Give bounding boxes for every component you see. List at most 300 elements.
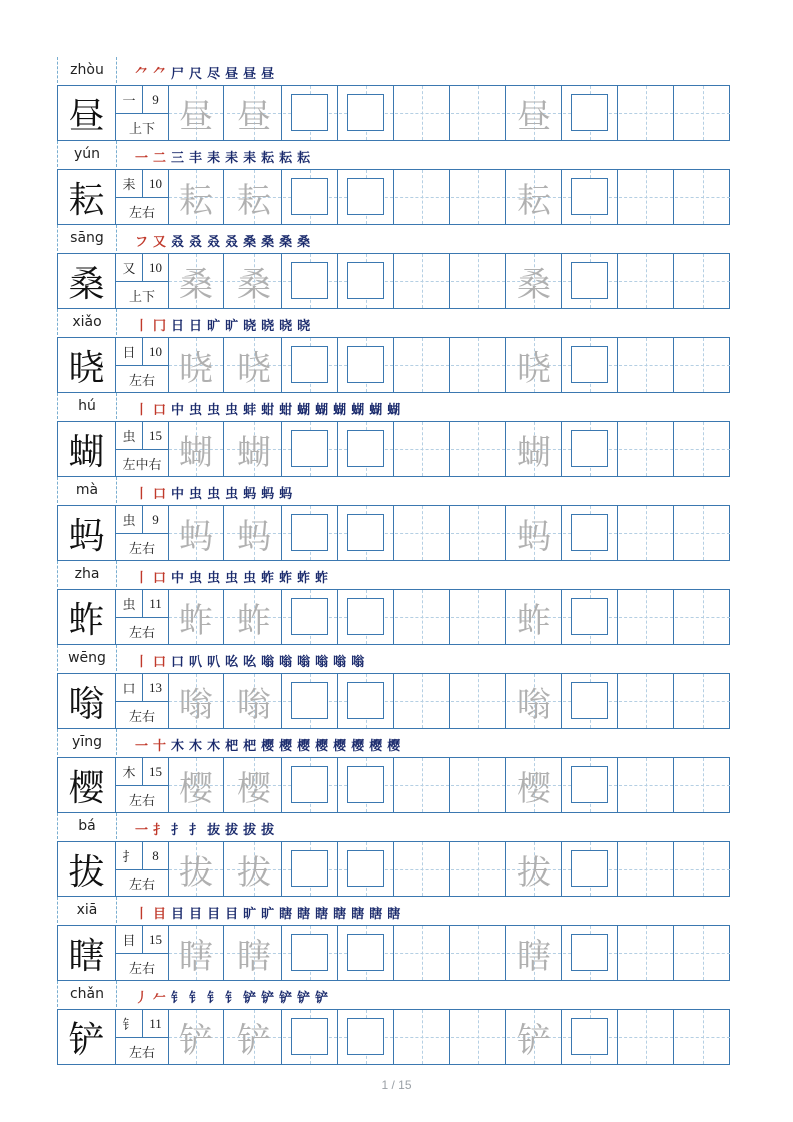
trace-character: 蚂 xyxy=(517,516,551,557)
stroke-step: 旷 xyxy=(225,318,240,334)
writing-cell[interactable] xyxy=(619,674,674,728)
stroke-step: 蝴 xyxy=(387,402,402,418)
stroke-order xyxy=(135,145,315,167)
stroke-order xyxy=(135,649,369,671)
writing-cell[interactable] xyxy=(283,506,338,560)
inner-practice-box xyxy=(571,1018,608,1055)
writing-cell[interactable] xyxy=(283,758,338,812)
writing-cell[interactable] xyxy=(619,338,674,392)
writing-row xyxy=(57,505,730,561)
writing-cell[interactable] xyxy=(563,674,618,728)
writing-cell[interactable] xyxy=(169,926,224,980)
writing-row xyxy=(57,169,730,225)
writing-cell[interactable] xyxy=(451,674,506,728)
stroke-step: 丨 xyxy=(135,486,150,502)
character-info xyxy=(116,86,169,140)
radical: 日 xyxy=(116,338,143,366)
stroke-step: 丨 xyxy=(135,906,150,922)
inner-practice-box xyxy=(291,934,328,971)
stroke-step: 晓 xyxy=(261,318,276,334)
writing-cell[interactable] xyxy=(169,842,224,896)
stroke-step: 三 xyxy=(171,150,186,166)
character-entry xyxy=(57,729,730,813)
writing-cell[interactable] xyxy=(283,338,338,392)
writing-cell[interactable] xyxy=(395,842,450,896)
character-entry xyxy=(57,981,730,1065)
writing-cell[interactable] xyxy=(451,758,506,812)
stroke-step: 虫 xyxy=(189,402,204,418)
writing-cell[interactable] xyxy=(619,86,674,140)
writing-cell[interactable] xyxy=(169,1010,224,1064)
writing-cell[interactable] xyxy=(507,506,562,560)
character-entry xyxy=(57,813,730,897)
stroke-step: 虫 xyxy=(225,570,240,586)
writing-cell[interactable] xyxy=(339,338,394,392)
writing-cell[interactable] xyxy=(395,926,450,980)
writing-cell[interactable] xyxy=(451,422,506,476)
writing-cell[interactable] xyxy=(619,758,674,812)
stroke-step: 𠂉 xyxy=(153,990,168,1006)
writing-cell[interactable] xyxy=(675,86,730,140)
character-info xyxy=(116,254,169,308)
stroke-step: 晓 xyxy=(279,318,294,334)
writing-cell[interactable] xyxy=(451,86,506,140)
trace-character: 嗡 xyxy=(179,684,213,725)
stroke-step: 昼 xyxy=(225,66,240,82)
model-character: 蝴 xyxy=(58,422,116,476)
writing-cell[interactable] xyxy=(507,926,562,980)
stroke-step: 目 xyxy=(207,906,222,922)
structure: 左右 xyxy=(128,877,155,893)
stroke-step: 尽 xyxy=(207,66,222,82)
stroke-step: 冂 xyxy=(153,318,168,334)
character-entry xyxy=(57,477,730,561)
trace-character: 拔 xyxy=(517,852,551,893)
writing-cell[interactable] xyxy=(507,422,562,476)
writing-cell[interactable] xyxy=(675,506,730,560)
stroke-step: 蚂 xyxy=(261,486,276,502)
stroke-step: 叭 xyxy=(189,654,204,670)
writing-cell[interactable] xyxy=(283,170,338,224)
character-info xyxy=(116,1010,169,1064)
trace-character: 拔 xyxy=(237,852,271,893)
writing-cell[interactable] xyxy=(451,254,506,308)
inner-practice-box xyxy=(571,934,608,971)
model-character: 桑 xyxy=(58,254,116,308)
stroke-step: 瞎 xyxy=(279,906,294,922)
inner-practice-box xyxy=(571,346,608,383)
writing-cell[interactable] xyxy=(563,254,618,308)
pinyin-label: hú xyxy=(57,393,117,419)
trace-character: 瞎 xyxy=(237,936,271,977)
stroke-order xyxy=(135,313,315,335)
writing-cell[interactable] xyxy=(563,86,618,140)
stroke-step: 旷 xyxy=(243,906,258,922)
stroke-step: 蚱 xyxy=(315,570,330,586)
stroke-order xyxy=(135,733,405,755)
pinyin-row xyxy=(57,729,730,757)
writing-row xyxy=(57,589,730,645)
stroke-step: 虫 xyxy=(189,486,204,502)
writing-cell[interactable] xyxy=(563,338,618,392)
stroke-step: 蝴 xyxy=(315,402,330,418)
inner-practice-box xyxy=(571,850,608,887)
structure: 左右 xyxy=(128,709,155,725)
inner-practice-box xyxy=(571,430,608,467)
stroke-step: 目 xyxy=(171,906,186,922)
writing-cell[interactable] xyxy=(395,674,450,728)
writing-row xyxy=(57,85,730,141)
stroke-step: 铲 xyxy=(315,990,330,1006)
trace-character: 耘 xyxy=(237,180,271,221)
stroke-step: 口 xyxy=(153,486,168,502)
writing-cell[interactable] xyxy=(283,926,338,980)
stroke-step: 嗡 xyxy=(351,654,366,670)
writing-cell[interactable] xyxy=(619,926,674,980)
inner-practice-box xyxy=(347,766,384,803)
writing-cell[interactable] xyxy=(339,1010,394,1064)
radical: 钅 xyxy=(116,1010,143,1038)
writing-cell[interactable] xyxy=(169,170,224,224)
writing-cell[interactable] xyxy=(169,758,224,812)
radical: 扌 xyxy=(116,842,143,870)
stroke-step: 日 xyxy=(171,318,186,334)
writing-cell[interactable] xyxy=(507,254,562,308)
writing-cell[interactable] xyxy=(169,590,224,644)
writing-cell[interactable] xyxy=(507,758,562,812)
stroke-step: 杷 xyxy=(225,738,240,754)
stroke-step: 木 xyxy=(189,738,204,754)
inner-practice-box xyxy=(347,430,384,467)
model-character: 拔 xyxy=(58,842,116,896)
writing-cell[interactable] xyxy=(507,170,562,224)
trace-character: 桑 xyxy=(517,264,551,305)
radical: 一 xyxy=(116,86,143,114)
inner-practice-box xyxy=(571,262,608,299)
stroke-count: 9 xyxy=(143,86,168,114)
trace-character: 铲 xyxy=(179,1020,213,1061)
writing-cell[interactable] xyxy=(283,842,338,896)
model-character: 嗡 xyxy=(58,674,116,728)
writing-cell[interactable] xyxy=(283,254,338,308)
stroke-step: 抜 xyxy=(207,822,222,838)
writing-cell[interactable] xyxy=(451,1010,506,1064)
stroke-step: 昼 xyxy=(243,66,258,82)
trace-character: 铲 xyxy=(517,1020,551,1061)
writing-cell[interactable] xyxy=(563,506,618,560)
stroke-step: 樱 xyxy=(351,738,366,754)
writing-cell[interactable] xyxy=(283,590,338,644)
stroke-step: 樱 xyxy=(261,738,276,754)
stroke-step: 扌 xyxy=(153,822,168,838)
writing-cell[interactable] xyxy=(451,926,506,980)
stroke-step: 瞎 xyxy=(387,906,402,922)
stroke-step: 中 xyxy=(171,486,186,502)
writing-cell[interactable] xyxy=(507,842,562,896)
writing-cell[interactable] xyxy=(339,674,394,728)
model-character: 瞎 xyxy=(58,926,116,980)
trace-character: 耘 xyxy=(517,180,551,221)
stroke-step: 耘 xyxy=(279,150,294,166)
structure: 左右 xyxy=(128,1045,155,1061)
stroke-step: 叒 xyxy=(171,234,186,250)
writing-cell[interactable] xyxy=(339,842,394,896)
writing-cell[interactable] xyxy=(675,170,730,224)
writing-cell[interactable] xyxy=(619,170,674,224)
writing-cell[interactable] xyxy=(339,422,394,476)
stroke-step: 钅 xyxy=(225,990,240,1006)
inner-practice-box xyxy=(291,94,328,131)
stroke-step: 嗡 xyxy=(297,654,312,670)
writing-cell[interactable] xyxy=(675,758,730,812)
stroke-step: 丰 xyxy=(189,150,204,166)
writing-cell[interactable] xyxy=(507,674,562,728)
stroke-step: 瞎 xyxy=(297,906,312,922)
pinyin-row xyxy=(57,141,730,169)
writing-cell[interactable] xyxy=(563,1010,618,1064)
character-entry xyxy=(57,141,730,225)
writing-cell[interactable] xyxy=(339,86,394,140)
inner-practice-box xyxy=(291,598,328,635)
stroke-step: 瞎 xyxy=(369,906,384,922)
character-info xyxy=(116,170,169,224)
writing-cell[interactable] xyxy=(227,338,282,392)
writing-cell[interactable] xyxy=(675,842,730,896)
trace-character: 瞎 xyxy=(517,936,551,977)
stroke-step: 虫 xyxy=(207,570,222,586)
trace-character: 樱 xyxy=(179,768,213,809)
pinyin-label: zhòu xyxy=(57,57,117,83)
stroke-step: 吆 xyxy=(225,654,240,670)
writing-cell[interactable] xyxy=(339,926,394,980)
stroke-step: 丿 xyxy=(135,990,150,1006)
stroke-order xyxy=(135,901,405,923)
model-character: 蚂 xyxy=(58,506,116,560)
radical: 木 xyxy=(116,758,143,786)
stroke-order xyxy=(135,61,279,83)
trace-character: 昼 xyxy=(237,96,271,137)
structure: 左中右 xyxy=(122,457,162,473)
writing-cell[interactable] xyxy=(563,170,618,224)
stroke-step: 铲 xyxy=(243,990,258,1006)
stroke-step: 一 xyxy=(135,150,150,166)
model-character: 蚱 xyxy=(58,590,116,644)
writing-cell[interactable] xyxy=(451,842,506,896)
inner-practice-box xyxy=(291,682,328,719)
trace-character: 耘 xyxy=(179,180,213,221)
writing-cell[interactable] xyxy=(451,338,506,392)
stroke-step: 扌 xyxy=(171,822,186,838)
writing-cell[interactable] xyxy=(563,842,618,896)
writing-cell[interactable] xyxy=(339,590,394,644)
writing-cell[interactable] xyxy=(227,506,282,560)
writing-cell[interactable] xyxy=(451,170,506,224)
writing-cell[interactable] xyxy=(451,590,506,644)
inner-practice-box xyxy=(291,850,328,887)
writing-cell[interactable] xyxy=(619,254,674,308)
pinyin-label: sāng xyxy=(57,225,117,251)
stroke-step: 尸 xyxy=(171,66,186,82)
writing-cell[interactable] xyxy=(451,506,506,560)
writing-cell[interactable] xyxy=(395,590,450,644)
trace-character: 蚂 xyxy=(237,516,271,557)
writing-cell[interactable] xyxy=(675,590,730,644)
writing-cell[interactable] xyxy=(169,422,224,476)
writing-cell[interactable] xyxy=(227,926,282,980)
writing-cell[interactable] xyxy=(395,86,450,140)
writing-cell[interactable] xyxy=(619,1010,674,1064)
stroke-step: 蝴 xyxy=(369,402,384,418)
inner-practice-box xyxy=(291,430,328,467)
model-character: 耘 xyxy=(58,170,116,224)
inner-practice-box xyxy=(347,178,384,215)
stroke-count: 11 xyxy=(143,590,168,618)
trace-character: 蚂 xyxy=(179,516,213,557)
structure: 左右 xyxy=(128,373,155,389)
inner-practice-box xyxy=(291,766,328,803)
stroke-step: 木 xyxy=(207,738,222,754)
character-entry xyxy=(57,897,730,981)
character-entry xyxy=(57,645,730,729)
writing-cell[interactable] xyxy=(227,1010,282,1064)
stroke-step: 木 xyxy=(171,738,186,754)
structure: 左右 xyxy=(128,625,155,641)
stroke-step: 蚂 xyxy=(279,486,294,502)
writing-cell[interactable] xyxy=(619,842,674,896)
writing-cell[interactable] xyxy=(563,926,618,980)
writing-cell[interactable] xyxy=(283,422,338,476)
character-info xyxy=(116,758,169,812)
stroke-step: 嗡 xyxy=(261,654,276,670)
writing-cell[interactable] xyxy=(507,86,562,140)
writing-cell[interactable] xyxy=(227,254,282,308)
writing-cell[interactable] xyxy=(563,422,618,476)
pinyin-label: yún xyxy=(57,141,117,167)
stroke-step: 拔 xyxy=(243,822,258,838)
stroke-step: 蚌 xyxy=(243,402,258,418)
writing-cell[interactable] xyxy=(675,926,730,980)
writing-cell[interactable] xyxy=(169,338,224,392)
stroke-step: 蝴 xyxy=(297,402,312,418)
inner-practice-box xyxy=(347,262,384,299)
writing-cell[interactable] xyxy=(227,170,282,224)
character-info xyxy=(116,926,169,980)
writing-cell[interactable] xyxy=(283,674,338,728)
radical: 虫 xyxy=(116,506,143,534)
writing-cell[interactable] xyxy=(169,254,224,308)
stroke-step: 拔 xyxy=(225,822,240,838)
writing-cell[interactable] xyxy=(227,86,282,140)
writing-cell[interactable] xyxy=(675,1010,730,1064)
stroke-step: 瞎 xyxy=(351,906,366,922)
stroke-step: 桑 xyxy=(261,234,276,250)
writing-cell[interactable] xyxy=(507,590,562,644)
trace-character: 蚱 xyxy=(179,600,213,641)
stroke-step: 虫 xyxy=(207,402,222,418)
writing-cell[interactable] xyxy=(283,86,338,140)
writing-cell[interactable] xyxy=(675,674,730,728)
writing-cell[interactable] xyxy=(395,506,450,560)
stroke-step: 旷 xyxy=(261,906,276,922)
stroke-step: 虫 xyxy=(225,402,240,418)
writing-cell[interactable] xyxy=(339,254,394,308)
trace-character: 晓 xyxy=(179,348,213,389)
writing-cell[interactable] xyxy=(339,758,394,812)
model-character: 昼 xyxy=(58,86,116,140)
writing-cell[interactable] xyxy=(619,590,674,644)
writing-cell[interactable] xyxy=(619,422,674,476)
writing-cell[interactable] xyxy=(507,1010,562,1064)
writing-cell[interactable] xyxy=(675,338,730,392)
writing-cell[interactable] xyxy=(227,758,282,812)
stroke-order xyxy=(135,229,315,251)
stroke-step: 耒 xyxy=(243,150,258,166)
radical: 虫 xyxy=(116,422,143,450)
stroke-step: 蚱 xyxy=(297,570,312,586)
writing-cell[interactable] xyxy=(395,1010,450,1064)
stroke-step: 目 xyxy=(225,906,240,922)
writing-cell[interactable] xyxy=(563,758,618,812)
writing-cell[interactable] xyxy=(227,674,282,728)
stroke-step: 耒 xyxy=(207,150,222,166)
stroke-step: 樱 xyxy=(315,738,330,754)
stroke-step: 口 xyxy=(171,654,186,670)
writing-cell[interactable] xyxy=(395,758,450,812)
trace-character: 蝴 xyxy=(517,432,551,473)
stroke-step: 樱 xyxy=(369,738,384,754)
writing-cell[interactable] xyxy=(675,254,730,308)
writing-cell[interactable] xyxy=(169,86,224,140)
writing-cell[interactable] xyxy=(395,170,450,224)
writing-cell[interactable] xyxy=(169,674,224,728)
writing-cell[interactable] xyxy=(395,338,450,392)
stroke-step: 丨 xyxy=(135,402,150,418)
inner-practice-box xyxy=(291,178,328,215)
model-character: 晓 xyxy=(58,338,116,392)
writing-cell[interactable] xyxy=(675,422,730,476)
writing-cell[interactable] xyxy=(395,422,450,476)
stroke-step: 中 xyxy=(171,402,186,418)
pinyin-label: xiā xyxy=(57,897,117,923)
trace-character: 嗡 xyxy=(237,684,271,725)
writing-cell[interactable] xyxy=(339,506,394,560)
writing-cell[interactable] xyxy=(563,590,618,644)
inner-practice-box xyxy=(347,598,384,635)
writing-cell[interactable] xyxy=(227,422,282,476)
stroke-step: 二 xyxy=(153,150,168,166)
writing-cell[interactable] xyxy=(227,590,282,644)
stroke-step: 一 xyxy=(135,738,150,754)
stroke-count: 10 xyxy=(143,254,168,282)
radical: 目 xyxy=(116,926,143,954)
trace-character: 昼 xyxy=(517,96,551,137)
writing-cell[interactable] xyxy=(283,1010,338,1064)
stroke-count: 8 xyxy=(143,842,168,870)
writing-cell[interactable] xyxy=(619,506,674,560)
stroke-step: 口 xyxy=(153,654,168,670)
writing-cell[interactable] xyxy=(507,338,562,392)
writing-cell[interactable] xyxy=(169,506,224,560)
writing-cell[interactable] xyxy=(395,254,450,308)
model-character: 铲 xyxy=(58,1010,116,1064)
stroke-order xyxy=(135,397,405,419)
pinyin-label: chǎn xyxy=(57,981,117,1007)
stroke-step: 叒 xyxy=(225,234,240,250)
writing-cell[interactable] xyxy=(227,842,282,896)
trace-character: 蚱 xyxy=(237,600,271,641)
inner-practice-box xyxy=(571,178,608,215)
writing-cell[interactable] xyxy=(339,170,394,224)
